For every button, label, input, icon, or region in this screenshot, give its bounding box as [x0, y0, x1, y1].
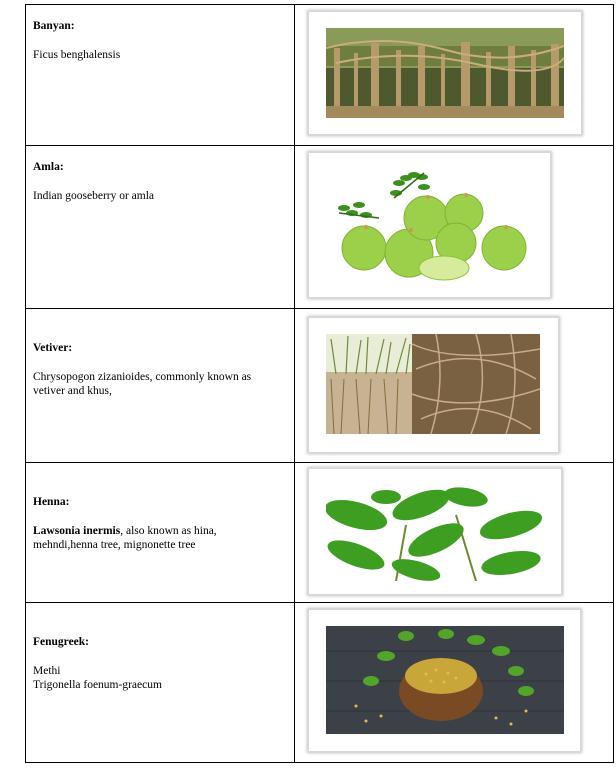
table-row	[26, 309, 614, 463]
henna-leaves-photo	[308, 468, 562, 595]
plant-description: Methi Trigonella foenum-graecum	[33, 665, 162, 691]
text-cell	[26, 603, 295, 763]
text-cell	[26, 146, 295, 309]
vetiver-roots-photo	[308, 317, 559, 453]
text-cell	[26, 309, 295, 463]
plant-description: Indian gooseberry or amla	[33, 190, 155, 202]
image-cell	[295, 463, 614, 603]
table-row	[26, 5, 614, 146]
plant-name: Vetiver:	[33, 342, 73, 354]
banyan-tree-photo	[308, 11, 582, 135]
table-row	[26, 146, 614, 309]
plant-name: Banyan:	[33, 20, 75, 32]
image-cell	[295, 603, 614, 763]
table-row	[26, 603, 614, 763]
table-row	[26, 463, 614, 603]
image-cell	[295, 309, 614, 463]
text-cell	[26, 5, 295, 146]
fenugreek-seeds-photo	[308, 609, 581, 752]
plant-description: Lawsonia inermis, also known as hina, mehndi,henna tree, mignonette tree	[33, 525, 217, 551]
plant-description: Ficus benghalensis	[33, 49, 121, 61]
plant-name: Fenugreek:	[33, 636, 90, 648]
plant-name: Henna:	[33, 496, 70, 508]
image-cell	[295, 5, 614, 146]
plant-name: Amla:	[33, 161, 64, 173]
amla-fruit-photo	[308, 152, 551, 298]
plants-table	[25, 4, 614, 763]
text-cell	[26, 463, 295, 603]
plant-description: Chrysopogon zizanioides, commonly known as vetiver and khus,	[33, 371, 252, 397]
image-cell	[295, 146, 614, 309]
